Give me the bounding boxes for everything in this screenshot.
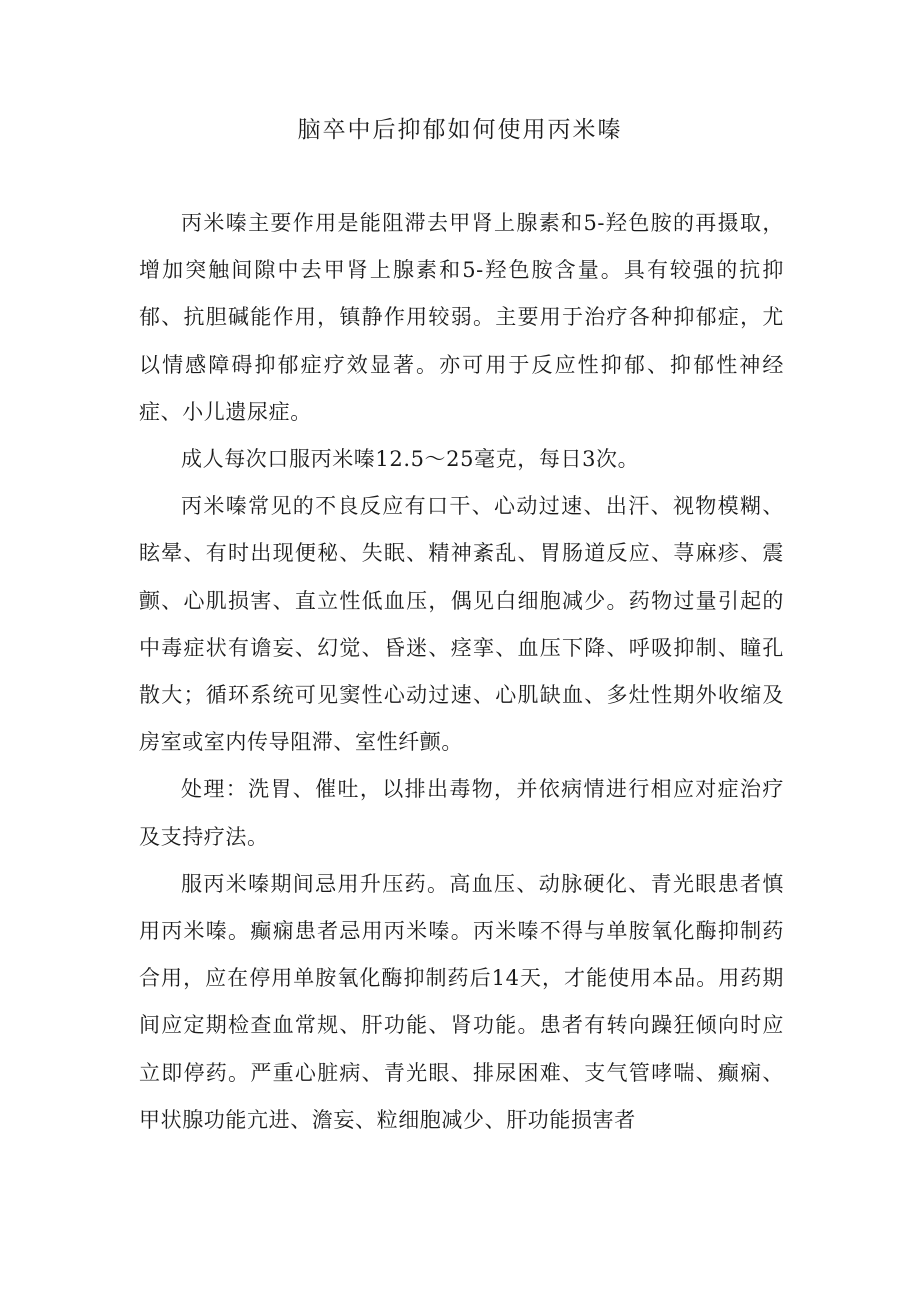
paragraph-precautions: 服丙米嗪期间忌用升压药。高血压、动脉硬化、青光眼患者慎用丙米嗪。癫痫患者忌用丙米嗪。丙米嗪不得与单胺氧化酶抑制药合用，应在停用单胺氧化酶抑制药后14天，才能使用本品。用药期间应定期检查血常规、肝功能、肾功能。患者有转向躁狂倾向时应立即停药。严重心脏病、青光眼、排尿困难、支气管哮喘、癫痫、甲状腺功能亢进、澹妄、粒细胞减少、肝功能损害者 — [139, 871, 784, 1132]
paragraph-mechanism: 丙米嗪主要作用是能阻滞去甲肾上腺素和5-羟色胺的再摄取，增加突触间隙中去甲肾上腺素和5-羟色胺含量。具有较强的抗抑郁、抗胆碱能作用，镇静作用较弱。主要用于治疗各种抑郁症，尤以情感障碍抑郁症疗效显著。亦可用于反应性抑郁、抑郁性神经症、小儿遗尿症。 — [139, 211, 784, 424]
paragraph-adverse-reactions: 丙米嗪常见的不良反应有口干、心动过速、出汗、视物模糊、眩晕、有时出现便秘、失眠、精神紊乱、胃肠道反应、荨麻疹、震颤、心肌损害、直立性低血压，偶见白细胞减少。药物过量引起的中毒症状有谵妄、幻觉、昏迷、痉挛、血压下降、呼吸抑制、瞳孔散大；循环系统可见窦性心动过速、心肌缺血、多灶性期外收缩及房室或室内传导阻滞、室性纤颤。 — [139, 494, 784, 755]
paragraph-treatment: 处理：洗胃、催吐，以排出毒物，并依病情进行相应对症治疗及支持疗法。 — [139, 777, 784, 849]
document-body — [139, 200, 784, 1144]
paragraph-dosage: 成人每次口服丙米嗪12.5～25毫克，每日3次。 — [181, 447, 640, 472]
document-title: 脑卒中后抑郁如何使用丙米嗪 — [297, 117, 623, 143]
